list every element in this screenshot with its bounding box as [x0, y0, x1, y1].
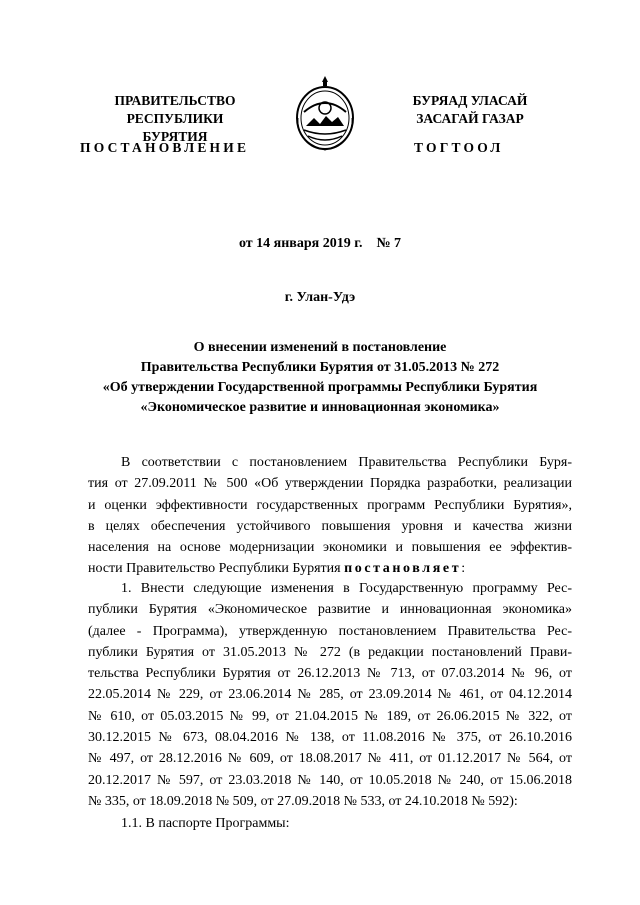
item-1-paragraph [88, 578, 572, 812]
document-title [0, 338, 640, 418]
preamble-line: тия от 27.09.2011 № 500 «Об утверждении Порядка разработки, реализации [88, 476, 572, 492]
title-line4: «Экономическое развитие и инновационная экономика» [140, 400, 500, 415]
item-1-line: 1. Внести следующие изменения в Государственную программу Рес- [121, 581, 572, 596]
government-name-ru [95, 92, 255, 146]
item-1-line: 22.05.2014 № 229, от 23.06.2014 № 285, от 23.09.2014 № 461, от 04.12.2014 [88, 687, 572, 703]
item-1-line: 20.12.2017 № 597, от 23.03.2018 № 140, от 10.05.2018 № 240, от 15.06.2018 [88, 772, 572, 788]
item-1-line: № 497, от 28.12.2016 № 609, от 18.08.2017 № 411, от 01.12.2017 № 564, от [88, 751, 572, 767]
title-line3: «Об утверждении Государственной программы Республики Бурятия [102, 380, 538, 395]
preamble-paragraph [88, 452, 572, 580]
item-1-line: № 610, от 05.03.2015 № 99, от 21.04.2015 № 189, от 26.06.2015 № 322, от [88, 708, 572, 724]
item-1-line: публики Бурятия «Экономическое развитие и инновационная экономика» [88, 602, 572, 618]
government-name-ru-line1: ПРАВИТЕЛЬСТВО [114, 93, 236, 108]
document-city: г. Улан-Удэ [284, 290, 356, 305]
preamble-line-text: ности Правительство Республики Бурятия [88, 561, 345, 577]
item-1-line: публики Бурятия от 31.05.2013 № 272 (в редакции постановлений Прави- [88, 644, 572, 660]
doc-type-ru: ПОСТАНОВЛЕНИЕ [80, 140, 250, 155]
doc-type-bua: ТОГТООЛ [414, 140, 504, 155]
resolves-keyword: постановляет [344, 561, 462, 577]
document-date-number: от 14 января 2019 г. № 7 [238, 236, 402, 251]
item-1-line: № 335, от 18.09.2018 № 509, от 27.09.2018 № 533, от 24.10.2018 № 592): [88, 793, 518, 809]
government-name-bua-line1: БУРЯАД УЛАСАЙ [412, 93, 528, 108]
title-line2: Правительства Республики Бурятия от 31.05.2013 № 272 [140, 360, 500, 375]
item-1-1-heading: 1.1. В паспорте Программы: [121, 816, 290, 831]
item-1-line: тельства Республики Бурятия от 26.12.2013 № 713, от 07.03.2014 № 96, от [88, 666, 572, 682]
government-name-bua [395, 92, 545, 128]
coat-of-arms-emblem [290, 72, 360, 154]
coat-of-arms-icon [290, 72, 360, 154]
preamble-line-end: : [461, 561, 466, 577]
preamble-line: в целях обеспечения устойчивого повышения уровня и качества жизни [88, 518, 572, 534]
government-name-ru-line2: РЕСПУБЛИКИ БУРЯТИЯ [126, 111, 224, 144]
preamble-line: В соответствии с постановлением Правительства Республики Буря- [121, 455, 572, 470]
government-name-bua-line2: ЗАСАГАЙ ГАЗАР [416, 111, 524, 126]
title-line1: О внесении изменений в постановление [193, 340, 447, 355]
item-1-line: 30.12.2015 № 673, 08.04.2016 № 138, от 11.08.2016 № 375, от 26.10.2016 [88, 730, 572, 746]
preamble-line [88, 558, 572, 579]
preamble-line: населения на основе модернизации экономики и повышения ее эффектив- [88, 540, 572, 556]
item-1-line: (далее - Программа), утвержденную постановлением Правительства Рес- [88, 623, 572, 639]
preamble-line: и оценки эффективности государственных программ Республики Бурятия», [88, 497, 572, 513]
